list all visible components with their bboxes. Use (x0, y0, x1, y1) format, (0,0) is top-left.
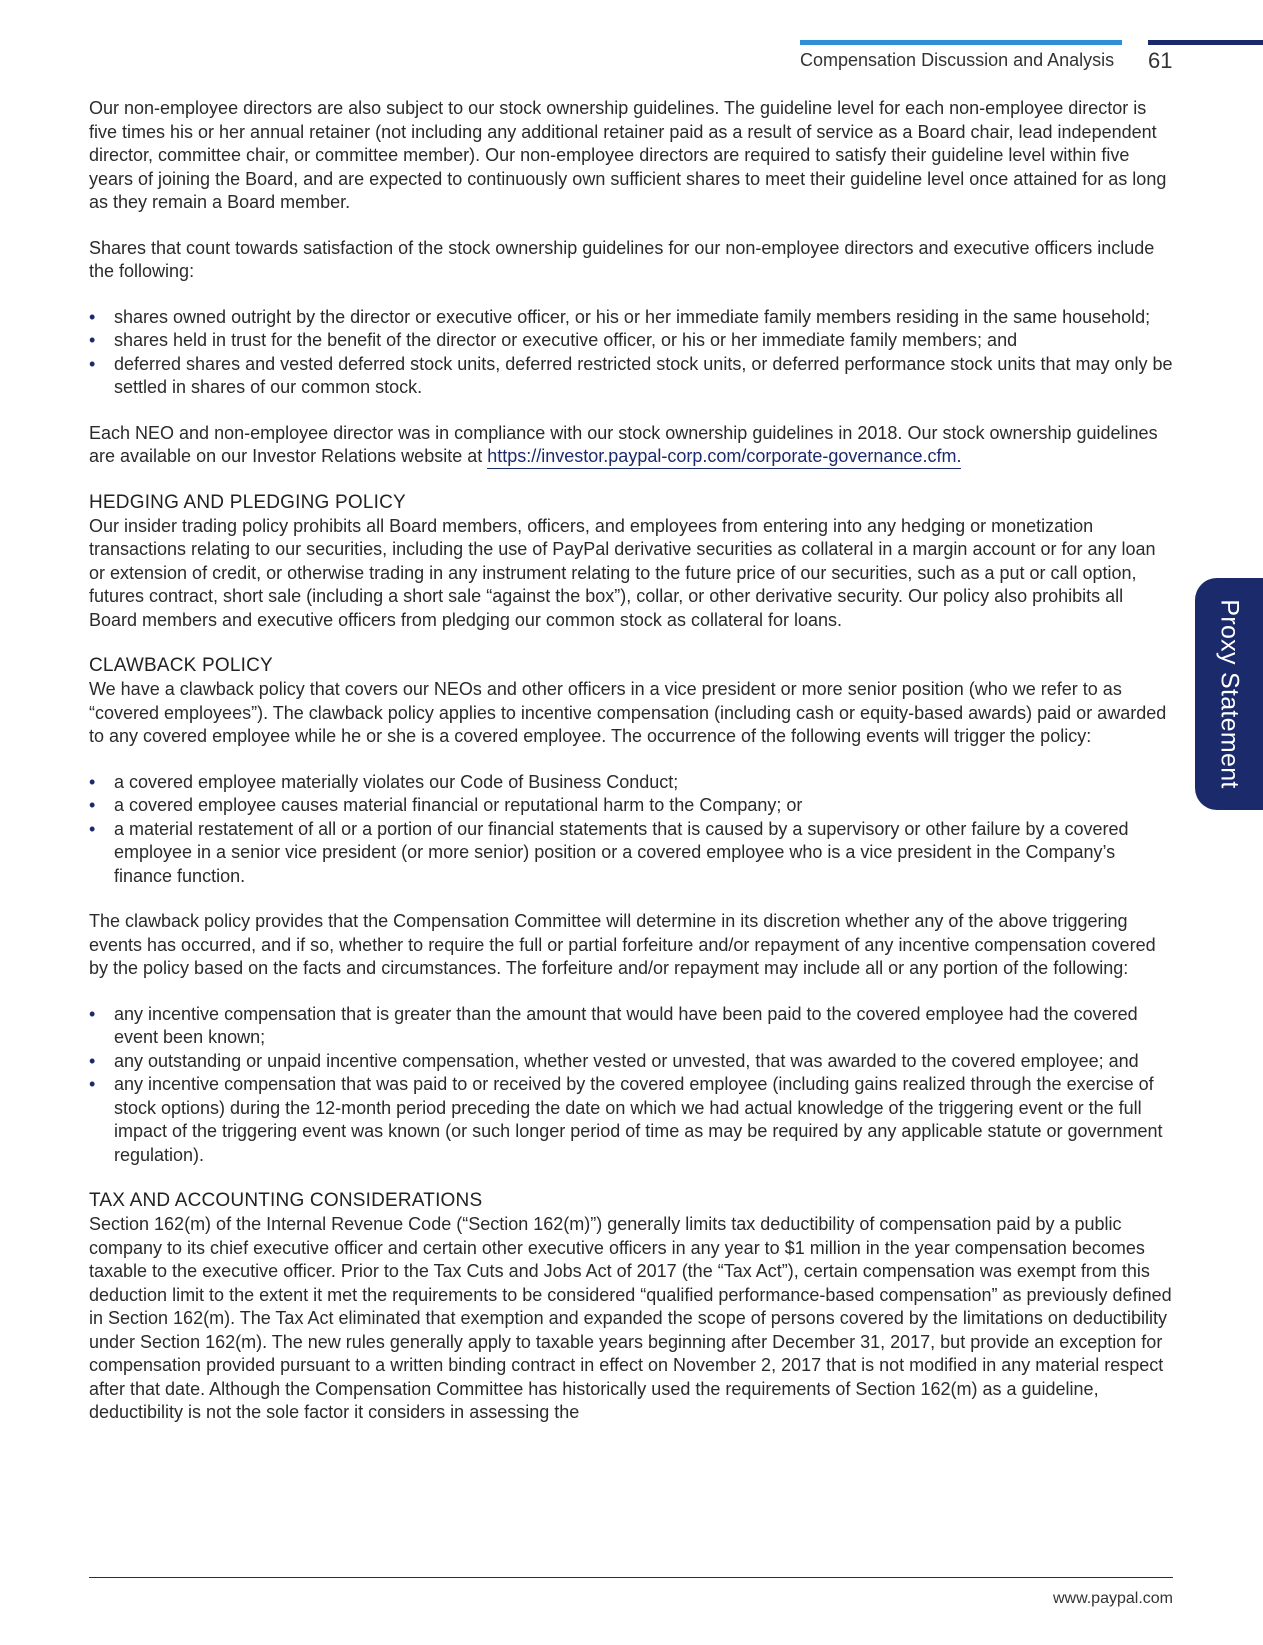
bullet-icon: • (89, 795, 96, 815)
bullet-icon: • (89, 818, 96, 839)
list-item: • any incentive compensation that was paid to or received by the covered employee (including gains realized through the exercise of stock options) during the 12-month period preceding the date on which we had actual knowledge of the triggering event or the full impact of the triggering event was known (or such longer period of time as may be required by any applicable statute or government regulation). (89, 1074, 1163, 1165)
list-item: • shares held in trust for the benefit of the director or executive officer, or his or her immediate family members; and (89, 329, 1173, 353)
heading-hedging-pledging: HEDGING AND PLEDGING POLICY (89, 491, 406, 513)
list-item: • a covered employee causes material financial or reputational harm to the Company; or (89, 794, 1173, 818)
investor-relations-link[interactable]: https://investor.paypal-corp.com/corporate-governance.cfm. (487, 446, 961, 469)
running-head: Compensation Discussion and Analysis (800, 50, 1115, 70)
footer-url: www.paypal.com (1052, 1590, 1173, 1607)
bullet-icon: • (89, 771, 96, 792)
page-content (89, 97, 1173, 1447)
bullet-icon: • (89, 1074, 96, 1094)
heading-tax-accounting: TAX AND ACCOUNTING CONSIDERATIONS (89, 1190, 483, 1211)
paragraph-hedging: Our insider trading policy prohibits all Board members, officers, and employees from entering into any hedging or monetization transactions relating to our securities, including the use of PayPal derivative securities as collateral in a margin account or for any loan or extension of credit, or otherwise trading in any instrument relating to the future price of our securities, such as a put or call option, futures contract, short sale (including a short sale “against the box”), collar, or other derivative security. Our policy also prohibits all Board members and executive officers from pledging our common stock as collateral for loans. (89, 515, 1156, 630)
header-accent-line-dark (1148, 40, 1263, 45)
header-accent-line-light (800, 40, 1122, 45)
page-number: 61 (1148, 48, 1173, 73)
list-item: • a covered employee materially violates our Code of Business Conduct; (89, 771, 1173, 795)
side-tab-label: Proxy Statement (1215, 599, 1244, 789)
bullet-icon: • (89, 353, 96, 374)
paragraph-clawback-discretion: The clawback policy provides that the Compensation Committee will determine in its discretion whether any of the above triggering events has occurred, and if so, whether to require the full or partial forfeiture and/or repayment of any incentive compensation covered by the policy based on the facts and circumstances. The forfeiture and/or repayment may include all or any portion of the following: (89, 911, 1156, 978)
paragraph-shares-count: Shares that count towards satisfaction of the stock ownership guidelines for our non-employee directors and executive officers include the following: (89, 237, 1155, 281)
paragraph-director-guidelines: Our non-employee directors are also subject to our stock ownership guidelines. The guideline level for each non-employee director is five times his or her annual retainer (not including any additional retainer paid as a result of service as a Board chair, lead independent director, committee chair, or committee member). Our non-employee directors are required to satisfy their guideline level within five years of joining the Board, and are expected to continuously own sufficient shares to meet their guideline level once attained for as long as they remain a Board member. (89, 98, 1167, 212)
heading-clawback: CLAWBACK POLICY (89, 655, 273, 676)
bullet-icon: • (89, 1050, 96, 1071)
list-item: • a material restatement of all or a portion of our financial statements that is caused by a supervisory or other failure by a covered employee in a senior vice president (or more senior) position or a covered employee who is a vice president in the Company’s finance function. (89, 818, 1129, 886)
paragraph-clawback: We have a clawback policy that covers our NEOs and other officers in a vice president or more senior position (who we refer to as “covered employees”). The clawback policy applies to incentive compensation (including cash or equity-based awards) paid or awarded to any covered employee while he or she is a covered employee. The occurrence of the following events will trigger the policy: (89, 679, 1167, 746)
list-item: • any incentive compensation that is greater than the amount that would have been paid to the covered employee had the covered event been known; (89, 1003, 1138, 1047)
paragraph-tax: Section 162(m) of the Internal Revenue Code (“Section 162(m)”) generally limits tax deductibility of compensation paid by a public company to its chief executive officer and certain other executive officers in any year to $1 million in the year compensation becomes taxable to the executive officer. Prior to the Tax Cuts and Jobs Act of 2017 (the “Tax Act”), certain compensation was exempt from this deduction limit to the extent it met the requirements to be considered “qualified performance-based compensation” as previously defined in Section 162(m). The Tax Act eliminated that exemption and expanded the scope of persons covered by the limitations on deductibility under Section 162(m). The new rules generally apply to taxable years beginning after December 31, 2017, but provide an exception for compensation provided pursuant to a written binding contract in effect on November 2, 2017 that is not modified in any material respect after that date. Although the Compensation Committee has historically used the requirements of Section 162(m) as a guideline, deductibility is not the sole factor it considers in assessing the (89, 1214, 1172, 1422)
bullet-icon: • (89, 330, 96, 350)
bullet-list-shares (89, 306, 1173, 400)
section-side-tab (1195, 578, 1263, 810)
paragraph-compliance: Each NEO and non-employee director was in compliance with our stock ownership guidelines in 2018. Our stock ownership guidelines are available on our Investor Relations website at https://investor.paypal-corp.com/corporate-governance.cfm. (89, 422, 1173, 469)
list-item: • deferred shares and vested deferred stock units, deferred restricted stock units, or deferred performance stock units that may only be settled in shares of our common stock. (89, 353, 1173, 397)
list-item: • shares owned outright by the director or executive officer, or his or her immediate family members residing in the same household; (89, 306, 1173, 330)
bullet-icon: • (89, 306, 96, 327)
bullet-list-triggers (89, 771, 1173, 889)
list-item: • any outstanding or unpaid incentive compensation, whether vested or unvested, that was awarded to the covered employee; and (89, 1050, 1173, 1074)
footer-rule (89, 1577, 1173, 1578)
bullet-list-forfeiture (89, 1003, 1173, 1168)
bullet-icon: • (89, 1003, 96, 1024)
